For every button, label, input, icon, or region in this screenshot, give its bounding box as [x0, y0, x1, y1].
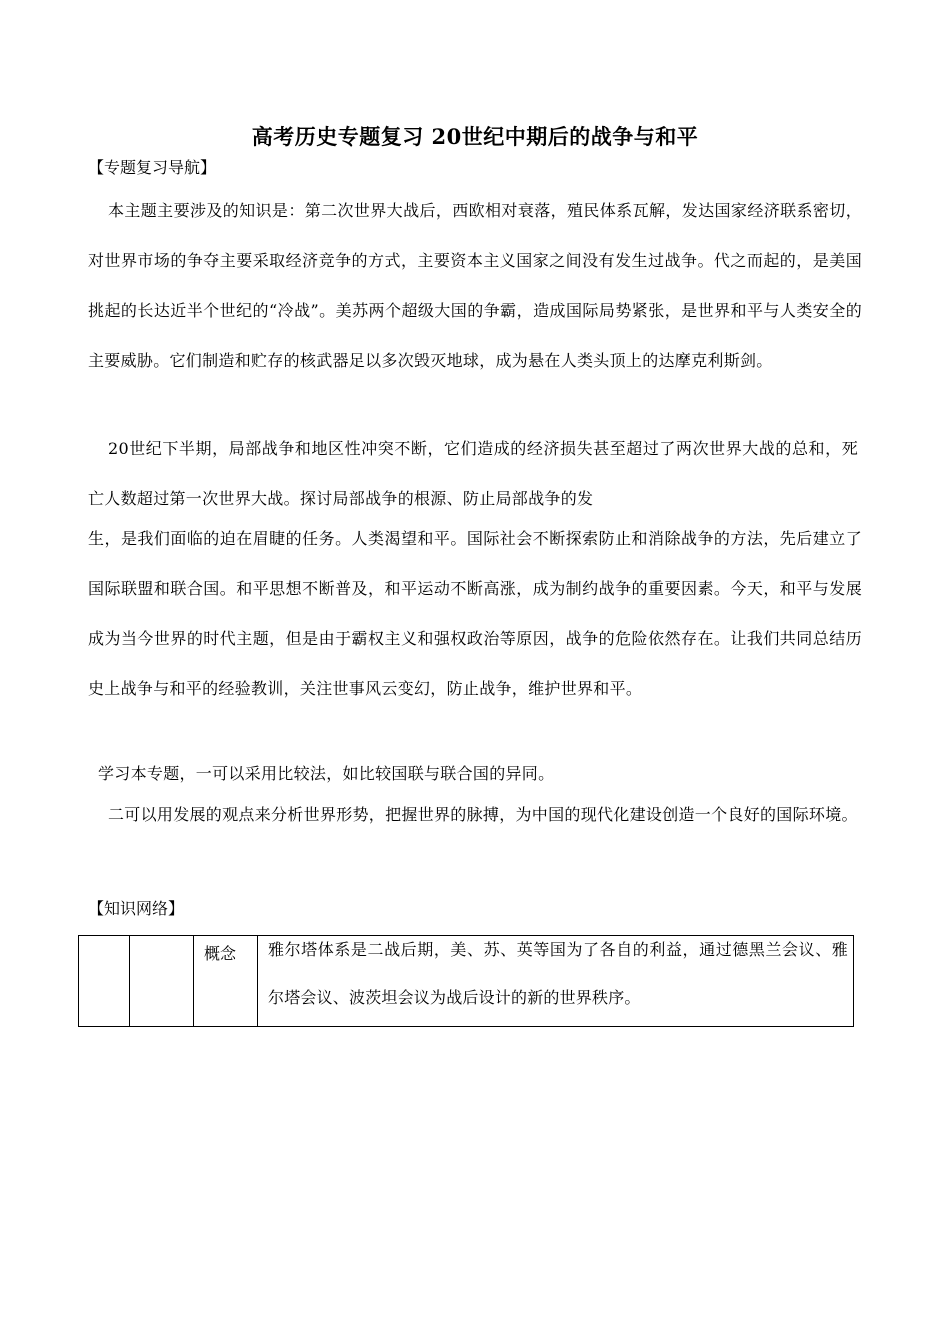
document-title: 高考历史专题复习 20世纪中期后的战争与和平 [251, 124, 699, 149]
table-divider [257, 936, 258, 1026]
paragraph-peace: 生，是我们面临的迫在眉睫的任务。人类渴望和平。国际社会不断探索防止和消除战争的方法，先后建立了国际联盟和联合国。和平思想不断普及，和平运动不断高涨，成为制约战争的重要因素。今天，和平与发展成为当今世界的时代主题，但是由于霸权主义和强权政治等原因，战争的危险依然存在。让我们共同总结历史上战争与和平的经验教训，关注世事风云变幻，防止战争，维护世界和平。 [88, 529, 862, 698]
section-heading-network: 【知识网络】 [88, 899, 185, 918]
paragraph-method-two: 二可以用发展的观点来分析世界形势，把握世界的脉搏，为中国的现代化建设创造一个良好的国际环境。 [108, 805, 858, 824]
table-divider [129, 936, 130, 1026]
section-heading-nav: 【专题复习导航】 [88, 158, 217, 177]
table-cell-concept-text: 雅尔塔体系是二战后期，美、苏、英等国为了各自的利益，通过德黑兰会议、雅尔塔会议、波茨坦会议为战后设计的新的世界秩序。 [268, 940, 848, 1007]
paragraph-intro: 本主题主要涉及的知识是：第二次世界大战后，西欧相对衰落，殖民体系瓦解，发达国家经济联系密切，对世界市场的争夺主要采取经济竞争的方式，主要资本主义国家之间没有发生过战争。代之而起的，是美国挑起的长达近半个世纪的“冷战”。美苏两个超级大国的争霸，造成国际局势紧张，是世界和平与人类安全的主要威胁。它们制造和贮存的核武器足以多次毁灭地球，成为悬在人类头顶上的达摩克利斯剑。 [88, 201, 862, 370]
table-divider [193, 936, 194, 1026]
paragraph-local-wars: 20世纪下半期，局部战争和地区性冲突不断，它们造成的经济损失甚至超过了两次世界大战的总和，死亡人数超过第一次世界大战。探讨局部战争的根源、防止局部战争的发 [88, 439, 858, 508]
table-cell-concept-label: 概念 [204, 944, 237, 963]
paragraph-method-one: 学习本专题，一可以采用比较法，如比较国联与联合国的异同。 [98, 764, 555, 783]
